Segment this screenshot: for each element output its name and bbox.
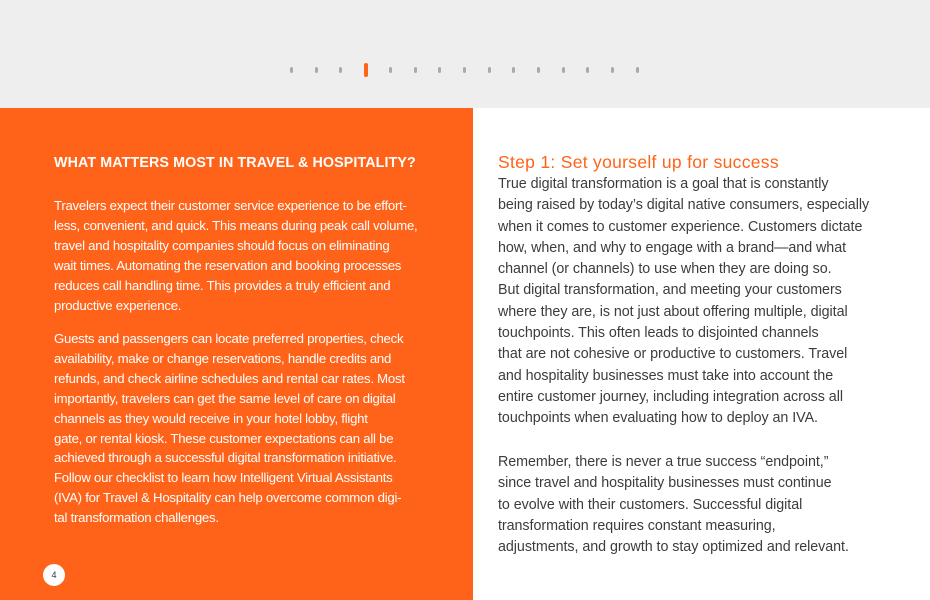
text-line: channel (or channels) to use when they are doing so. bbox=[498, 261, 832, 278]
text-line: True digital transformation is a goal that is constantly bbox=[498, 176, 829, 192]
progress-dot[interactable] bbox=[611, 67, 614, 73]
text-line: transformation requires constant measuring, bbox=[498, 517, 776, 534]
text-line: when it comes to customer experience. Customers dictate bbox=[498, 218, 863, 235]
text-line: achieved through a successful digital transformation initiative. bbox=[54, 450, 397, 466]
page-number-badge: 4 bbox=[43, 564, 65, 586]
progress-dot[interactable] bbox=[512, 67, 515, 73]
text-line: touchpoints. This often leads to disjointed channels bbox=[498, 325, 819, 342]
text-line: Remember, there is never a true success “endpoint,” bbox=[498, 454, 829, 470]
progress-dot-active[interactable] bbox=[364, 63, 368, 77]
text-line: and hospitality businesses must take into account the bbox=[498, 367, 834, 384]
text-line: reduces call handling time. This provides a truly efficient and bbox=[54, 277, 391, 293]
text-line: wait times. Automating the reservation and booking processes bbox=[54, 257, 402, 273]
text-line: being raised by today’s digital native consumers, especially bbox=[498, 197, 870, 214]
progress-dot[interactable] bbox=[586, 67, 589, 73]
right-paragraph-1 bbox=[498, 174, 888, 430]
text-line: how, when, and why to engage with a brand—and what bbox=[498, 239, 847, 256]
text-line: (IVA) for Travel & Hospitality can help overcome common digi- bbox=[54, 490, 402, 506]
progress-dot[interactable] bbox=[562, 67, 565, 73]
left-paragraph-2 bbox=[54, 329, 430, 528]
left-heading: WHAT MATTERS MOST IN TRAVEL & HOSPITALITY? bbox=[54, 155, 416, 171]
text-line: refunds, and check airline schedules and rental car rates. Most bbox=[54, 370, 405, 386]
progress-dot[interactable] bbox=[636, 67, 639, 73]
left-paragraph-1 bbox=[54, 196, 430, 315]
text-line: less, convenient, and quick. This means during peak call volume, bbox=[54, 217, 418, 233]
text-line: productive experience. bbox=[54, 297, 182, 313]
text-line: travel and hospitality companies should focus on eliminating bbox=[54, 237, 390, 253]
text-line: adjustments, and growth to stay optimized and relevant. bbox=[498, 539, 849, 556]
text-line: tal transformation challenges. bbox=[54, 510, 219, 526]
text-line: since travel and hospitality businesses must continue bbox=[498, 475, 832, 492]
progress-dot[interactable] bbox=[438, 67, 441, 73]
progress-dot[interactable] bbox=[488, 67, 491, 73]
step-title: Step 1: Set yourself up for success bbox=[498, 152, 779, 172]
text-line: availability, make or change reservations, handle credits and bbox=[54, 350, 392, 366]
text-line: touchpoints when evaluating how to deploy an IVA. bbox=[498, 410, 818, 427]
text-line: that are not cohesive or productive to customers. Travel bbox=[498, 346, 848, 363]
right-white-panel bbox=[473, 108, 930, 600]
page-progress-indicator bbox=[290, 63, 650, 77]
progress-dot[interactable] bbox=[389, 67, 392, 73]
progress-dot[interactable] bbox=[463, 67, 466, 73]
text-line: gate, or rental kiosk. These customer expectations can all be bbox=[54, 430, 394, 446]
top-band bbox=[0, 0, 930, 108]
text-line: channels as they would receive in your hotel lobby, flight bbox=[54, 410, 368, 426]
progress-dot[interactable] bbox=[537, 67, 540, 73]
text-line: Travelers expect their customer service experience to be effort- bbox=[54, 198, 407, 213]
text-line: Guests and passengers can locate preferred properties, check bbox=[54, 331, 404, 346]
text-line: where they are, is not just about offering multiple, digital bbox=[498, 303, 848, 320]
right-paragraph-2 bbox=[498, 452, 888, 558]
text-line: Follow our checklist to learn how Intelligent Virtual Assistants bbox=[54, 470, 393, 486]
left-orange-panel bbox=[0, 108, 473, 600]
text-line: But digital transformation, and meeting your customers bbox=[498, 282, 842, 299]
progress-dot[interactable] bbox=[339, 67, 342, 73]
progress-dot[interactable] bbox=[414, 67, 417, 73]
progress-dot[interactable] bbox=[315, 67, 318, 73]
progress-dot[interactable] bbox=[290, 67, 293, 73]
text-line: entire customer journey, including integration across all bbox=[498, 388, 843, 405]
text-line: to evolve with their customers. Successful digital bbox=[498, 496, 803, 513]
text-line: importantly, travelers can get the same level of care on digital bbox=[54, 390, 396, 406]
